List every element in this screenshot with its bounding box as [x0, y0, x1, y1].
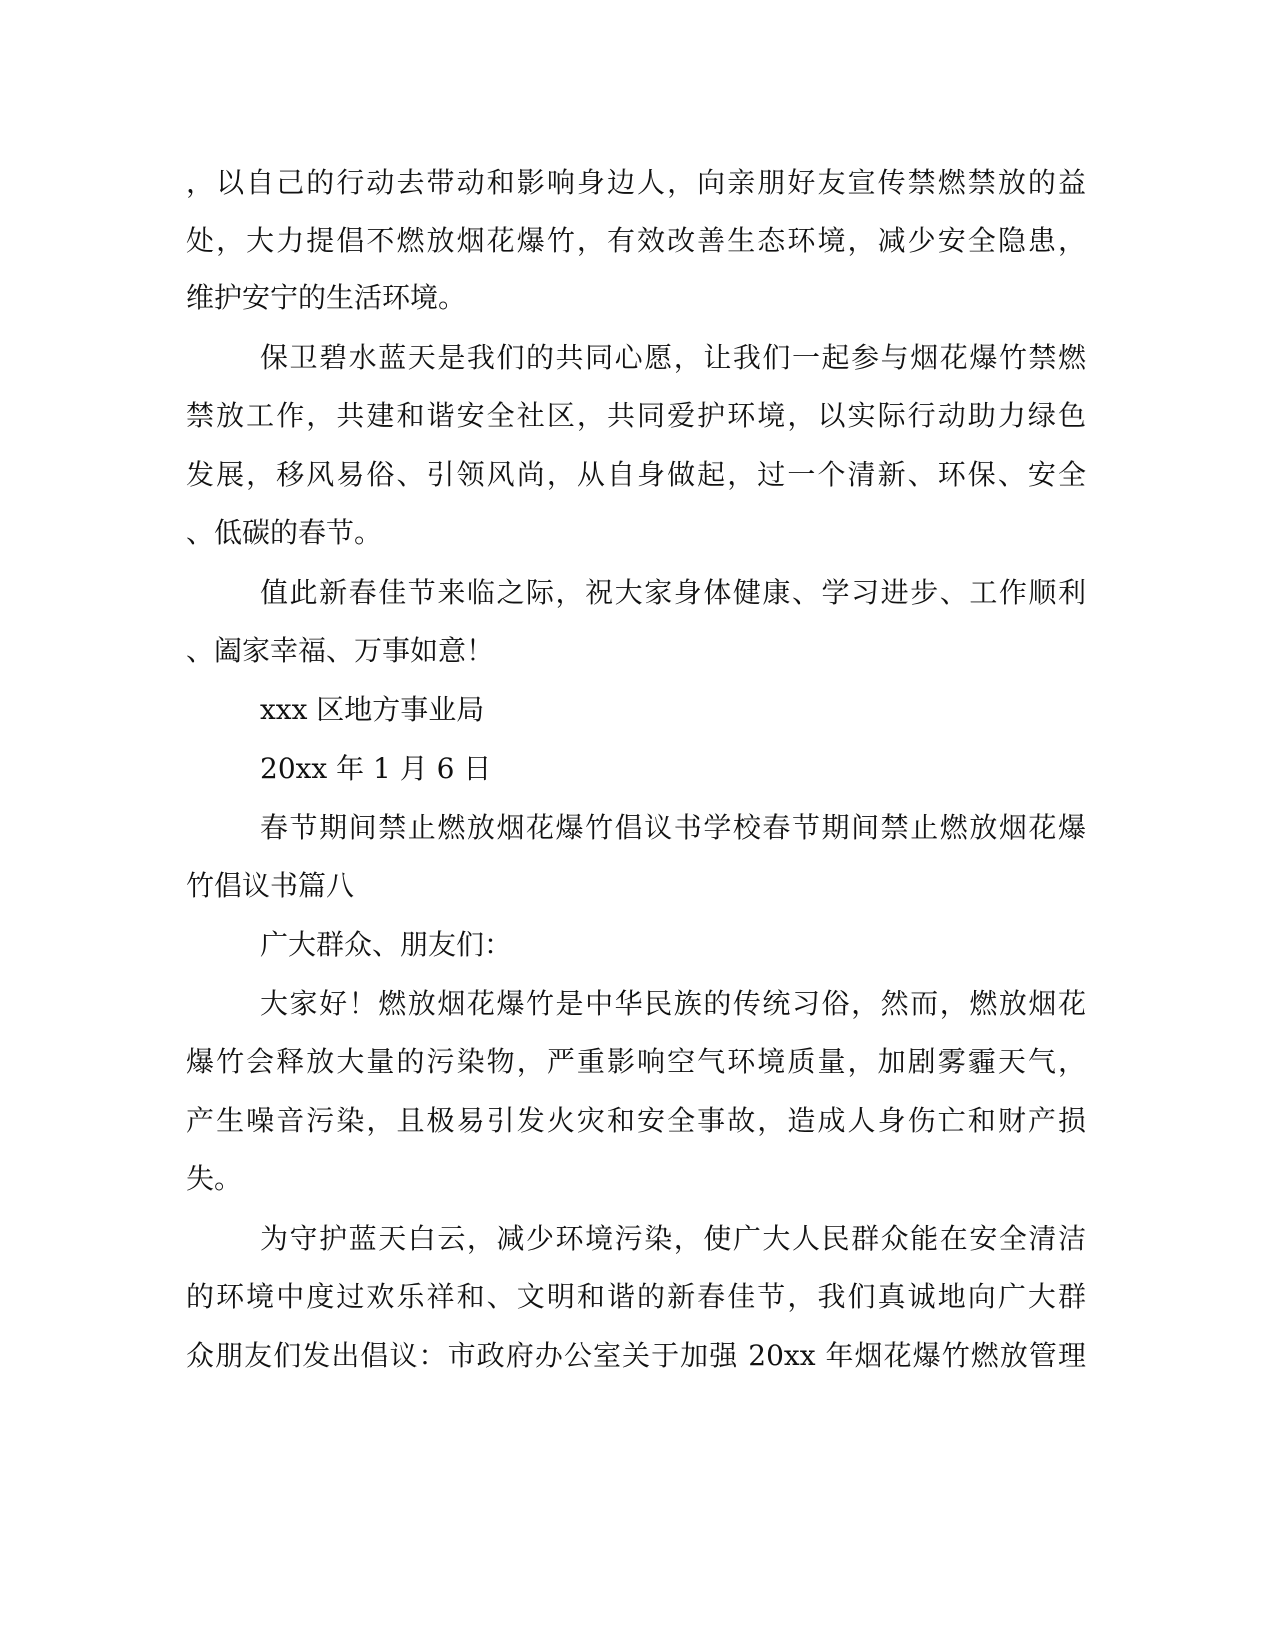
text-line: 、低碳的春节。 [186, 516, 383, 549]
salutation: 广大群众、朋友们： [260, 928, 513, 961]
text-line: 、阖家幸福、万事如意！ [186, 634, 495, 667]
signature-date: 20xx 年 1 月 6 日 [260, 752, 492, 785]
text-line: 保卫碧水蓝天是我们的共同心愿，让我们一起参与烟花爆竹禁燃 [260, 341, 1086, 374]
section-title: 竹倡议书篇八 [186, 869, 355, 902]
text-line: 爆竹会释放大量的污染物，严重影响空气环境质量，加剧雾霾天气， [186, 1045, 1086, 1078]
text-line: 大家好！燃放烟花爆竹是中华民族的传统习俗，然而，燃放烟花 [260, 987, 1086, 1020]
signature-organization: xxx 区地方事业局 [260, 693, 485, 726]
text-line: 的环境中度过欢乐祥和、文明和谐的新春佳节，我们真诚地向广大群 [186, 1280, 1086, 1313]
text-line: 失。 [186, 1162, 243, 1195]
text-line: 值此新春佳节来临之际，祝大家身体健康、学习进步、工作顺利 [260, 576, 1086, 609]
text-line: 众朋友们发出倡议：市政府办公室关于加强 20xx 年烟花爆竹燃放管理 [186, 1339, 1086, 1372]
text-line: 处，大力提倡不燃放烟花爆竹，有效改善生态环境，减少安全隐患， [186, 224, 1086, 257]
text-line: 禁放工作，共建和谐安全社区，共同爱护环境，以实际行动助力绿色 [186, 399, 1086, 432]
text-line: ，以自己的行动去带动和影响身边人，向亲朋好友宣传禁燃禁放的益 [186, 166, 1086, 199]
text-line: 发展，移风易俗、引领风尚，从自身做起，过一个清新、环保、安全 [186, 458, 1086, 491]
text-line: 维护安宁的生活环境。 [186, 281, 467, 314]
text-line: 产生噪音污染，且极易引发火灾和安全事故，造成人身伤亡和财产损 [186, 1104, 1086, 1137]
section-title: 春节期间禁止燃放烟花爆竹倡议书学校春节期间禁止燃放烟花爆 [260, 811, 1086, 844]
text-line: 为守护蓝天白云，减少环境污染，使广大人民群众能在安全清洁 [260, 1222, 1086, 1255]
